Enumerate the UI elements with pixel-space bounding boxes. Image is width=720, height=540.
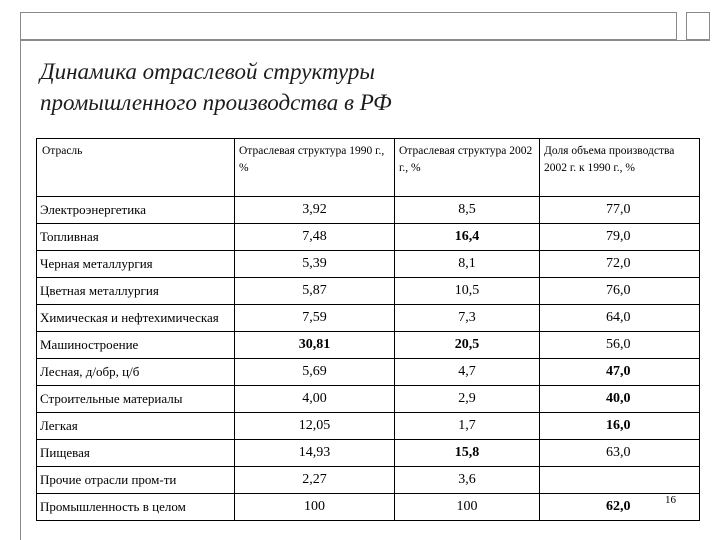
industry-name-cell: Лесная, д/обр, ц/б xyxy=(37,359,235,386)
production-share-cell xyxy=(540,467,700,494)
structure-1990-cell: 5,69 xyxy=(235,359,395,386)
structure-2002-cell: 16,4 xyxy=(395,224,540,251)
table-row xyxy=(37,386,700,413)
industry-structure-table xyxy=(36,138,700,521)
production-share-cell: 63,0 xyxy=(540,440,700,467)
decorative-frame-box xyxy=(20,12,677,40)
structure-1990-cell: 12,05 xyxy=(235,413,395,440)
structure-2002-cell: 100 xyxy=(395,494,540,521)
production-share-cell: 76,0 xyxy=(540,278,700,305)
structure-2002-cell: 2,9 xyxy=(395,386,540,413)
industry-name-cell: Черная металлургия xyxy=(37,251,235,278)
header-production-share: Доля объема производства 2002 г. к 1990 г., % xyxy=(540,139,700,197)
structure-2002-cell: 4,7 xyxy=(395,359,540,386)
industry-name-cell: Химическая и нефтехимическая xyxy=(37,305,235,332)
structure-1990-cell: 5,39 xyxy=(235,251,395,278)
production-share-cell: 64,0 xyxy=(540,305,700,332)
slide-title xyxy=(40,56,680,118)
table-row xyxy=(37,251,700,278)
structure-2002-cell: 1,7 xyxy=(395,413,540,440)
structure-1990-cell: 7,48 xyxy=(235,224,395,251)
structure-2002-cell: 3,6 xyxy=(395,467,540,494)
production-share-cell: 16,0 xyxy=(540,413,700,440)
table-row xyxy=(37,359,700,386)
header-structure-1990: Отраслевая структура 1990 г., % xyxy=(235,139,395,197)
industry-name-cell: Легкая xyxy=(37,413,235,440)
production-share-cell: 47,0 xyxy=(540,359,700,386)
production-share-cell: 56,0 xyxy=(540,332,700,359)
page-number: 16 xyxy=(665,494,676,506)
table-row xyxy=(37,197,700,224)
structure-2002-cell: 8,5 xyxy=(395,197,540,224)
industry-name-cell: Электроэнергетика xyxy=(37,197,235,224)
structure-2002-cell: 15,8 xyxy=(395,440,540,467)
production-share-cell: 40,0 xyxy=(540,386,700,413)
table-row xyxy=(37,440,700,467)
decorative-vertical-rule xyxy=(20,40,21,540)
industry-name-cell: Машиностроение xyxy=(37,332,235,359)
structure-1990-cell: 7,59 xyxy=(235,305,395,332)
structure-1990-cell: 2,27 xyxy=(235,467,395,494)
table-row xyxy=(37,494,700,521)
production-share-cell: 62,0 xyxy=(540,494,700,521)
header-industry: Отрасль xyxy=(37,139,235,197)
industry-name-cell: Прочие отрасли пром-ти xyxy=(37,467,235,494)
header-structure-2002: Отраслевая структура 2002 г., % xyxy=(395,139,540,197)
table-row xyxy=(37,224,700,251)
table-row xyxy=(37,467,700,494)
industry-name-cell: Топливная xyxy=(37,224,235,251)
table-row xyxy=(37,305,700,332)
industry-name-cell: Цветная металлургия xyxy=(37,278,235,305)
decorative-corner-square xyxy=(686,12,710,40)
structure-1990-cell: 100 xyxy=(235,494,395,521)
structure-2002-cell: 7,3 xyxy=(395,305,540,332)
industry-name-cell: Пищевая xyxy=(37,440,235,467)
structure-1990-cell: 30,81 xyxy=(235,332,395,359)
production-share-cell: 72,0 xyxy=(540,251,700,278)
structure-2002-cell: 8,1 xyxy=(395,251,540,278)
table-header-row xyxy=(37,139,700,197)
table-row xyxy=(37,413,700,440)
table-row xyxy=(37,332,700,359)
structure-1990-cell: 3,92 xyxy=(235,197,395,224)
production-share-cell: 79,0 xyxy=(540,224,700,251)
structure-2002-cell: 20,5 xyxy=(395,332,540,359)
industry-name-cell: Промышленность в целом xyxy=(37,494,235,521)
table-row xyxy=(37,278,700,305)
industry-name-cell: Строительные материалы xyxy=(37,386,235,413)
production-share-cell: 77,0 xyxy=(540,197,700,224)
structure-1990-cell: 5,87 xyxy=(235,278,395,305)
structure-2002-cell: 10,5 xyxy=(395,278,540,305)
slide-title-line-2: промышленного производства в РФ xyxy=(40,90,392,115)
decorative-horizontal-rule xyxy=(20,40,710,41)
structure-1990-cell: 14,93 xyxy=(235,440,395,467)
slide-title-line-1: Динамика отраслевой структуры xyxy=(40,59,375,84)
structure-1990-cell: 4,00 xyxy=(235,386,395,413)
